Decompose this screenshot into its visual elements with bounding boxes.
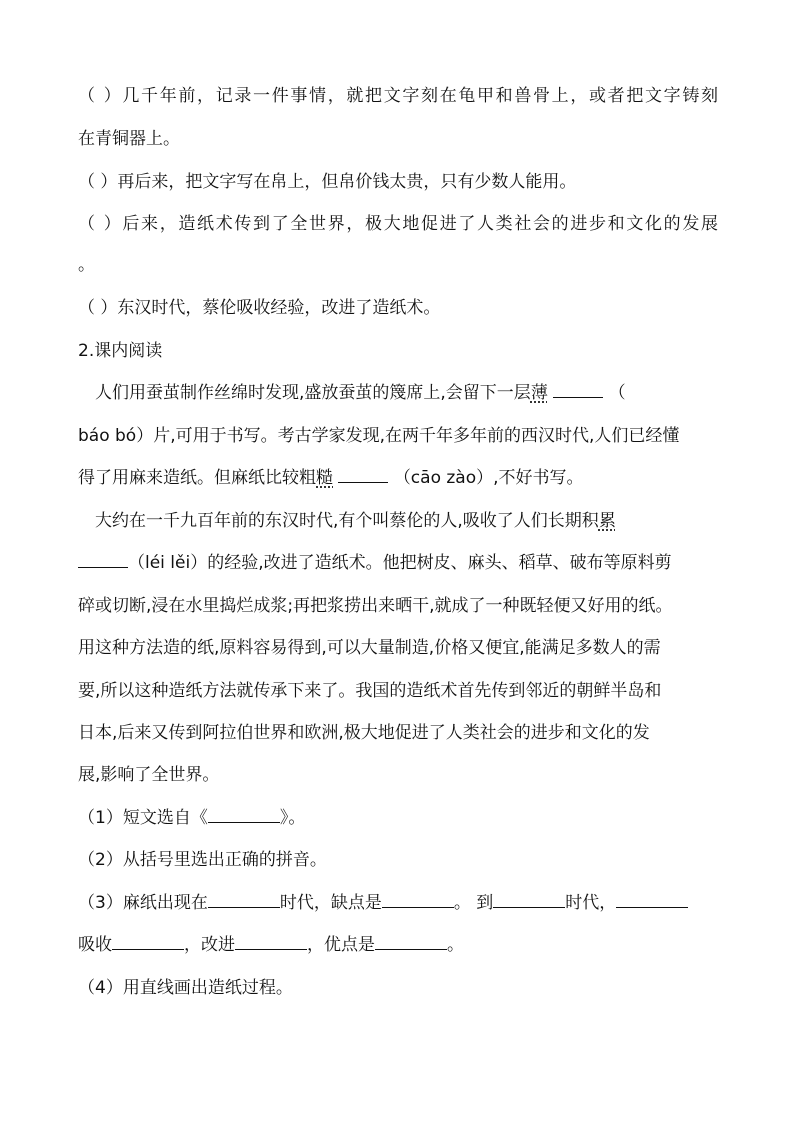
question-3-cont: [78, 933, 464, 957]
answer-blank[interactable]: [235, 935, 307, 950]
ordering-item-4: （ ）东汉时代，蔡伦吸收经验，改进了造纸术。: [78, 298, 441, 318]
answer-blank[interactable]: [78, 553, 128, 568]
answer-blank[interactable]: [338, 468, 388, 483]
ordering-item-2: （ ）再后来，把文字写在帛上，但帛价钱太贵，只有少数人能用。: [78, 172, 577, 192]
question-2: （2）从括号里选出正确的拼音。: [78, 850, 327, 870]
dotted-word: 薄: [530, 383, 548, 403]
question-text: 。: [447, 935, 464, 955]
ordering-item-1-cont: 在青铜器上。: [78, 129, 180, 149]
passage-line: 用这种方法造的纸,原料容易得到,可以大量制造,价格又便宜,能满足多数人的需: [78, 638, 661, 658]
dotted-word: 累: [598, 511, 616, 531]
passage-line: [78, 551, 672, 575]
passage-line: [95, 381, 626, 405]
question-text: 》。: [279, 808, 306, 828]
passage-text: （cāo zào）,不好书写。: [393, 468, 584, 488]
passage-line: [78, 466, 584, 490]
question-text: （3）麻纸出现在: [78, 893, 208, 913]
passage-text: （: [608, 383, 626, 403]
passage-text: （léi lěi）的经验,改进了造纸术。他把树皮、麻头、稻草、破布等原料剪: [128, 553, 672, 573]
answer-blank[interactable]: [375, 935, 447, 950]
ordering-item-1: （ ）几千年前，记录一件事情，就把文字刻在龟甲和兽骨上，或者把文字铸刻: [78, 86, 718, 106]
ordering-item-3: （ ）后来，造纸术传到了全世界，极大地促进了人类社会的进步和文化的发展: [78, 214, 718, 234]
passage-line: 要,所以这种造纸方法就传承下来了。我国的造纸术首先传到邻近的朝鲜半岛和: [78, 681, 662, 701]
answer-blank[interactable]: [616, 893, 688, 908]
answer-blank[interactable]: [493, 893, 565, 908]
passage-text: 大约在一千九百年前的东汉时代,有个叫蔡伦的人,吸收了人们长期积: [95, 511, 599, 531]
question-1: [78, 806, 305, 830]
question-text: 时代，: [565, 893, 617, 913]
passage-line: 展,影响了全世界。: [78, 765, 220, 785]
answer-blank[interactable]: [382, 893, 454, 908]
dotted-word: 糙: [316, 468, 333, 488]
question-text: ，改进: [184, 935, 235, 955]
question-text: 时代，缺点是: [279, 893, 382, 913]
answer-blank[interactable]: [112, 935, 184, 950]
question-4: （4）用直线画出造纸过程。: [78, 978, 293, 998]
question-text: 。 到: [453, 893, 494, 913]
question-text: ，优点是: [307, 935, 375, 955]
passage-text: 得了用麻来造纸。但麻纸比较粗: [78, 468, 316, 488]
passage-line: báo bó）片,可用于书写。考古学家发现,在两千年多年前的西汉时代,人们已经懂: [78, 426, 680, 446]
section-title: 2.课内阅读: [78, 341, 163, 361]
answer-blank[interactable]: [553, 383, 603, 398]
passage-line: 日本,后来又传到阿拉伯世界和欧洲,极大地促进了人类社会的进步和文化的发: [78, 723, 650, 743]
question-text: （1）短文选自《: [78, 808, 208, 828]
question-text: 吸收: [78, 935, 112, 955]
ordering-item-3-cont: 。: [78, 255, 95, 275]
question-3: [78, 891, 688, 915]
answer-blank[interactable]: [208, 808, 280, 823]
passage-line: 碎或切断,浸在水里捣烂成浆;再把浆捞出来晒干,就成了一种既轻便又好用的纸。: [78, 596, 673, 616]
answer-blank[interactable]: [208, 893, 280, 908]
passage-line: [95, 509, 616, 533]
passage-text: 人们用蚕茧制作丝绵时发现,盛放蚕茧的篾席上,会留下一层: [95, 383, 531, 403]
